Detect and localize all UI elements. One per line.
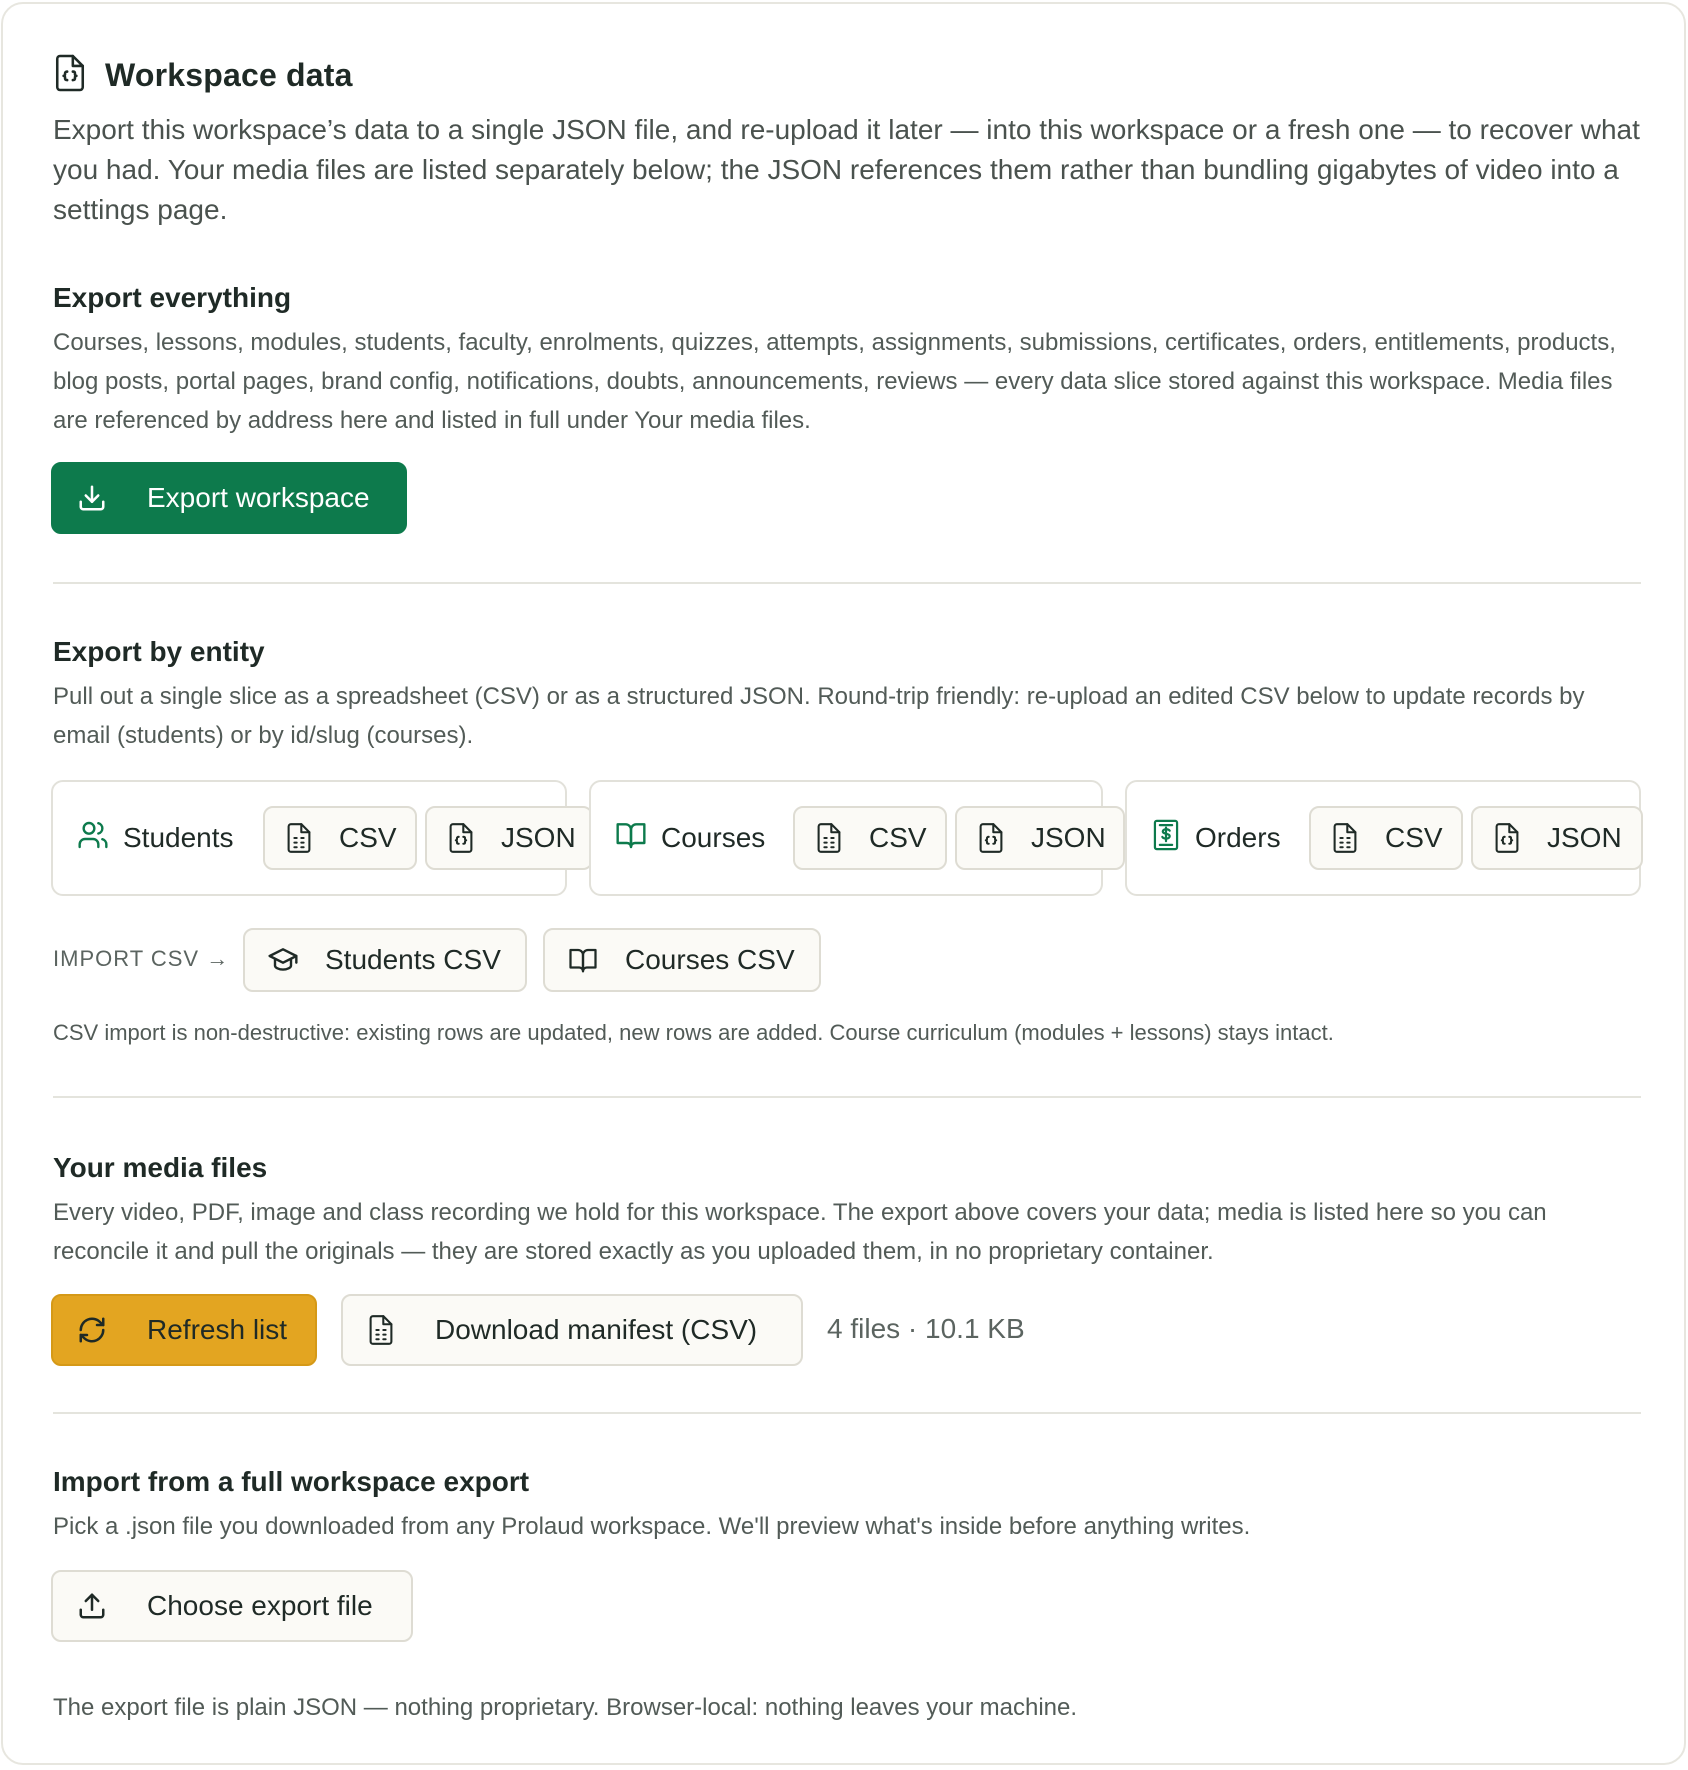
entity-students-label: Students bbox=[77, 782, 234, 894]
file-spreadsheet-icon bbox=[285, 823, 313, 853]
file-spreadsheet-icon bbox=[367, 1315, 395, 1345]
import-footer-note: The export file is plain JSON — nothing proprietary. Browser-local: nothing leaves your machine. bbox=[53, 1694, 1078, 1721]
refresh-icon bbox=[77, 1315, 107, 1345]
import-students-csv-button[interactable]: Students CSV bbox=[243, 928, 527, 992]
download-icon bbox=[77, 483, 107, 513]
download-manifest-button[interactable]: Download manifest (CSV) bbox=[341, 1294, 803, 1366]
media-files-title: Your media files bbox=[53, 1152, 268, 1183]
choose-export-file-button[interactable]: Choose export file bbox=[51, 1570, 413, 1642]
courses-json-button[interactable]: JSON bbox=[955, 806, 1125, 870]
book-open-icon bbox=[615, 819, 647, 858]
file-spreadsheet-icon bbox=[1331, 823, 1359, 853]
users-icon bbox=[77, 819, 109, 858]
media-files-description: Every video, PDF, image and class recording we hold for this workspace. The export above covers your data; media is listed here so you can reconcile it and pull the originals — they are stored exactly as you uploaded them, in no proprietary container. bbox=[53, 1199, 1547, 1265]
book-open-icon bbox=[567, 945, 599, 975]
divider bbox=[53, 1412, 1641, 1414]
file-json-icon bbox=[1493, 823, 1521, 853]
graduation-cap-icon bbox=[267, 946, 299, 974]
courses-csv-button[interactable]: CSV bbox=[793, 806, 947, 870]
export-everything-description: Courses, lessons, modules, students, faculty, enrolments, quizzes, attempts, assignments, submissions, certificates, orders, entitlements, products, blog posts, portal pages, brand config, notifications, doubts, announcements, reviews — every data slice stored against this workspace. Media files are referenced by address here and listed in full under Your media files. bbox=[53, 329, 1616, 434]
receipt-dollar-icon bbox=[1151, 819, 1181, 858]
upload-icon bbox=[77, 1591, 107, 1621]
file-spreadsheet-icon bbox=[815, 823, 843, 853]
export-workspace-button[interactable] bbox=[51, 462, 407, 534]
orders-csv-button[interactable]: CSV bbox=[1309, 806, 1463, 870]
orders-json-button[interactable]: JSON bbox=[1471, 806, 1643, 870]
divider bbox=[53, 582, 1641, 584]
students-json-button[interactable]: JSON bbox=[425, 806, 593, 870]
import-courses-csv-button[interactable]: Courses CSV bbox=[543, 928, 821, 992]
import-full-description: Pick a .json file you downloaded from any Prolaud workspace. We'll preview what's inside before anything writes. bbox=[53, 1513, 1251, 1540]
workspace-data-card bbox=[1, 2, 1686, 1765]
media-stats: 4 files · 10.1 KB bbox=[827, 1313, 1025, 1344]
students-csv-button[interactable]: CSV bbox=[263, 806, 417, 870]
page-header bbox=[53, 54, 353, 97]
divider bbox=[53, 1096, 1641, 1098]
file-json-icon bbox=[53, 54, 87, 97]
export-everything-title: Export everything bbox=[53, 282, 292, 313]
export-entity-title: Export by entity bbox=[53, 636, 265, 667]
refresh-list-button[interactable]: Refresh list bbox=[51, 1294, 317, 1366]
import-full-title: Import from a full workspace export bbox=[53, 1466, 530, 1497]
csv-import-note: CSV import is non-destructive: existing rows are updated, new rows are added. Course curriculum (modules + lessons) stays intact. bbox=[53, 1020, 1334, 1045]
page-intro: Export this workspace’s data to a single JSON file, and re-upload it later — into this workspace or a fresh one — to recover what you had. Your media files are listed separately below; the JSON references them rather than bundling gigabytes of video into a settings page. bbox=[53, 114, 1640, 225]
entity-courses-label: Courses bbox=[615, 782, 765, 894]
page-title: Workspace data bbox=[105, 57, 353, 93]
export-entity-description: Pull out a single slice as a spreadsheet (CSV) or as a structured JSON. Round-trip friendly: re-upload an edited CSV below to update records by email (students) or by id/slug (courses). bbox=[53, 683, 1585, 749]
entity-orders-label: Orders bbox=[1151, 782, 1281, 894]
import-csv-label: IMPORT CSV → bbox=[53, 946, 230, 971]
file-json-icon bbox=[977, 823, 1005, 853]
file-json-icon bbox=[447, 823, 475, 853]
export-workspace-label: Export workspace bbox=[147, 482, 370, 513]
